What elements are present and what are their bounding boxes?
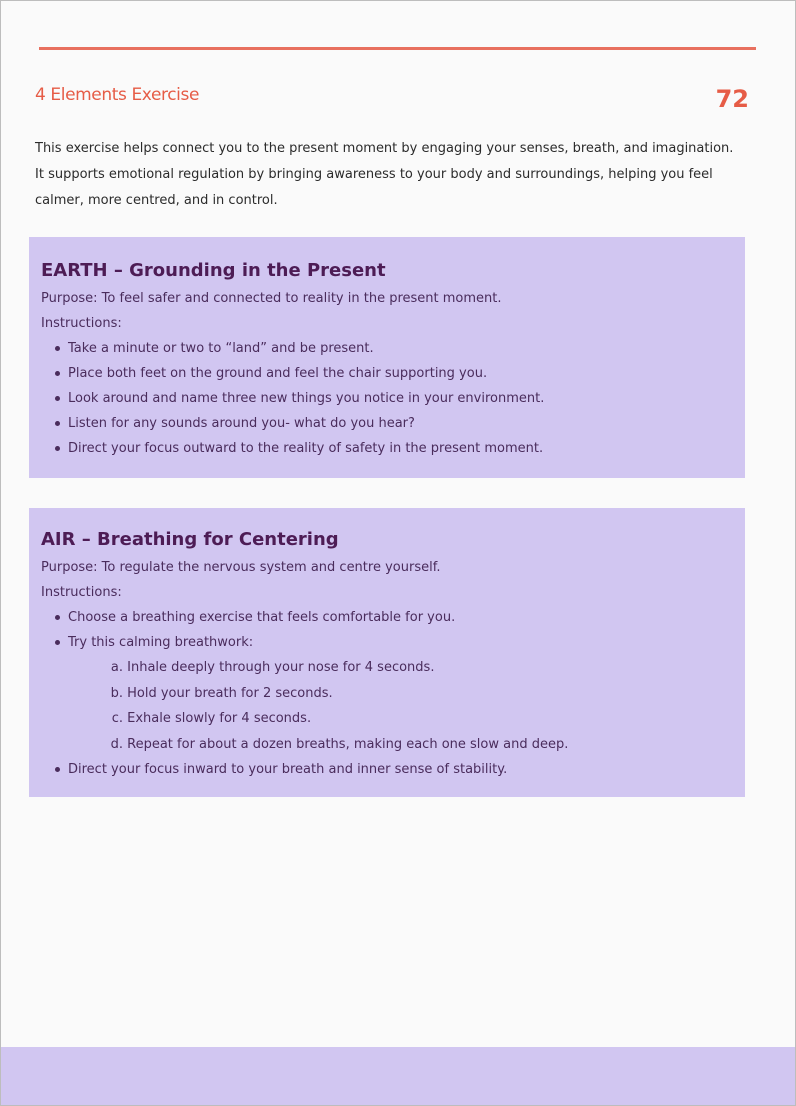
air-section [29,508,745,797]
page-title: 4 Elements Exercise [35,85,200,105]
earth-section-title: EARTH – Grounding in the Present [41,260,386,281]
step-text: Repeat for about a dozen breaths, making each one slow and deep. [127,736,569,752]
step-item [108,706,733,732]
list-item: Listen for any sounds around you- what do you hear? [68,411,733,436]
list-item: Take a minute or two to “land” and be present. [68,336,733,361]
list-item [68,630,733,757]
step-marker: a. [110,660,123,675]
earth-instructions-label: Instructions: [41,315,122,331]
earth-purpose: Purpose: To feel safer and connected to reality in the present moment. [41,291,502,306]
step-text: Exhale slowly for 4 seconds. [127,711,312,726]
list-item: Direct your focus inward to your breath and inner sense of stability. [68,757,733,782]
step-text: Inhale deeply through your nose for 4 seconds. [127,660,435,675]
list-item: Place both feet on the ground and feel the chair supporting you. [68,361,733,386]
step-text: Hold your breath for 2 seconds. [127,685,333,701]
header-rule [39,47,756,50]
air-section-title: AIR – Breathing for Centering [41,529,339,550]
step-marker: c. [111,711,123,726]
air-purpose: Purpose: To regulate the nervous system and centre yourself. [41,560,441,575]
step-item [108,681,733,707]
page-number: 72 [715,85,749,113]
footer-band [1,1047,795,1106]
air-instructions-label: Instructions: [41,584,122,600]
list-item: Look around and name three new things you notice in your environment. [68,386,733,411]
step-item [108,655,733,681]
earth-section [29,237,745,478]
step-marker: d. [110,736,123,752]
intro-paragraph: This exercise helps connect you to the present moment by engaging your senses, breath, and imagination. It supports emotional regulation by bringing awareness to your body and surroundings, helping you feel calmer, more centred, and in control. [35,141,734,208]
earth-instruction-list [41,336,733,461]
step-item [108,732,733,758]
air-instruction-list [41,605,733,782]
list-item: Direct your focus outward to the reality of safety in the present moment. [68,436,733,461]
breathwork-steps [68,655,733,757]
list-item-text: Try this calming breathwork: [68,635,254,650]
list-item: Choose a breathing exercise that feels comfortable for you. [68,605,733,630]
step-marker: b. [110,685,123,701]
